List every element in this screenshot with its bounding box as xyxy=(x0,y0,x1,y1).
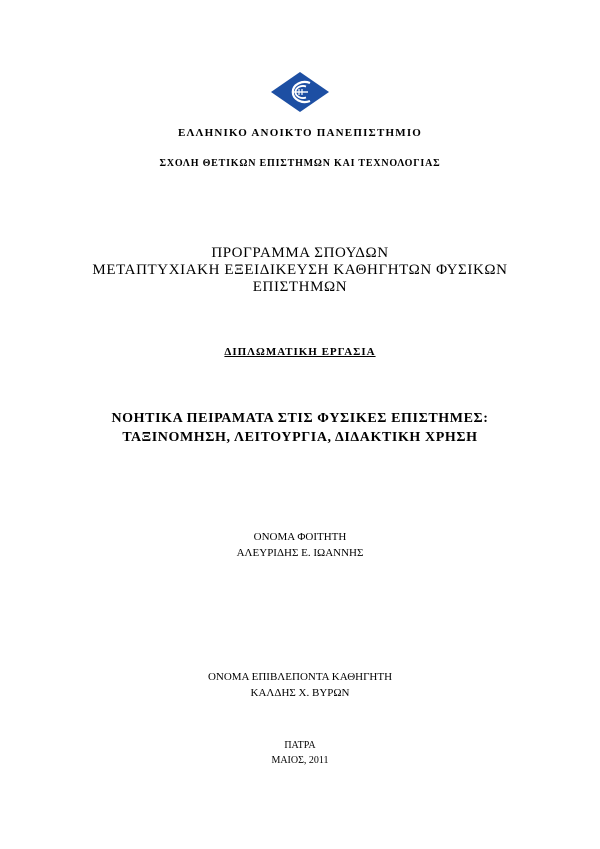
student-name: ΑΛΕΥΡΙΔΗΣ Ε. ΙΩΑΝΝΗΣ xyxy=(236,547,364,559)
program-line-1: ΠΡΟΓΡΑΜΜΑ ΣΠΟΥΔΩΝ xyxy=(211,245,389,261)
city: ΠΑΤΡΑ xyxy=(284,740,316,751)
university-logo-icon xyxy=(270,71,330,113)
program-line-2: ΜΕΤΑΠΤΥΧΙΑΚΗ ΕΞΕΙΔΙΚΕΥΣΗ ΚΑΘΗΓΗΤΩΝ ΦΥΣΙΚΩΝ xyxy=(92,262,508,278)
student-label: ΟΝΟΜΑ ΦΟΙΤΗΤΗ xyxy=(253,531,347,543)
school-name: ΣΧΟΛΗ ΘΕΤΙΚΩΝ ΕΠΙΣΤΗΜΩΝ ΚΑΙ ΤΕΧΝΟΛΟΓΙΑΣ xyxy=(159,158,441,169)
university-name: ΕΛΛΗΝΙΚΟ ΑΝΟΙΚΤΟ ΠΑΝΕΠΙΣΤΗΜΙΟ xyxy=(177,127,423,139)
supervisor-name: ΚΑΛΔΗΣ Χ. ΒΥΡΩΝ xyxy=(250,687,350,699)
thesis-title-line-2: ΤΑΞΙΝΟΜΗΣΗ, ΛΕΙΤΟΥΡΓΙΑ, ΔΙΔΑΚΤΙΚΗ ΧΡΗΣΗ xyxy=(122,430,478,445)
supervisor-label: ΟΝΟΜΑ ΕΠΙΒΛΕΠΟΝΤΑ ΚΑΘΗΓΗΤΗ xyxy=(207,671,393,683)
thesis-title-line-1: ΝΟΗΤΙΚΑ ΠΕΙΡΑΜΑΤΑ ΣΤΙΣ ΦΥΣΙΚΕΣ ΕΠΙΣΤΗΜΕΣ: xyxy=(111,411,489,426)
date: ΜΑΙΟΣ, 2011 xyxy=(271,755,329,766)
program-line-3: ΕΠΙΣΤΗΜΩΝ xyxy=(252,279,348,295)
thesis-label: ΔΙΠΛΩΜΑΤΙΚΗ ΕΡΓΑΣΙΑ xyxy=(224,346,376,358)
